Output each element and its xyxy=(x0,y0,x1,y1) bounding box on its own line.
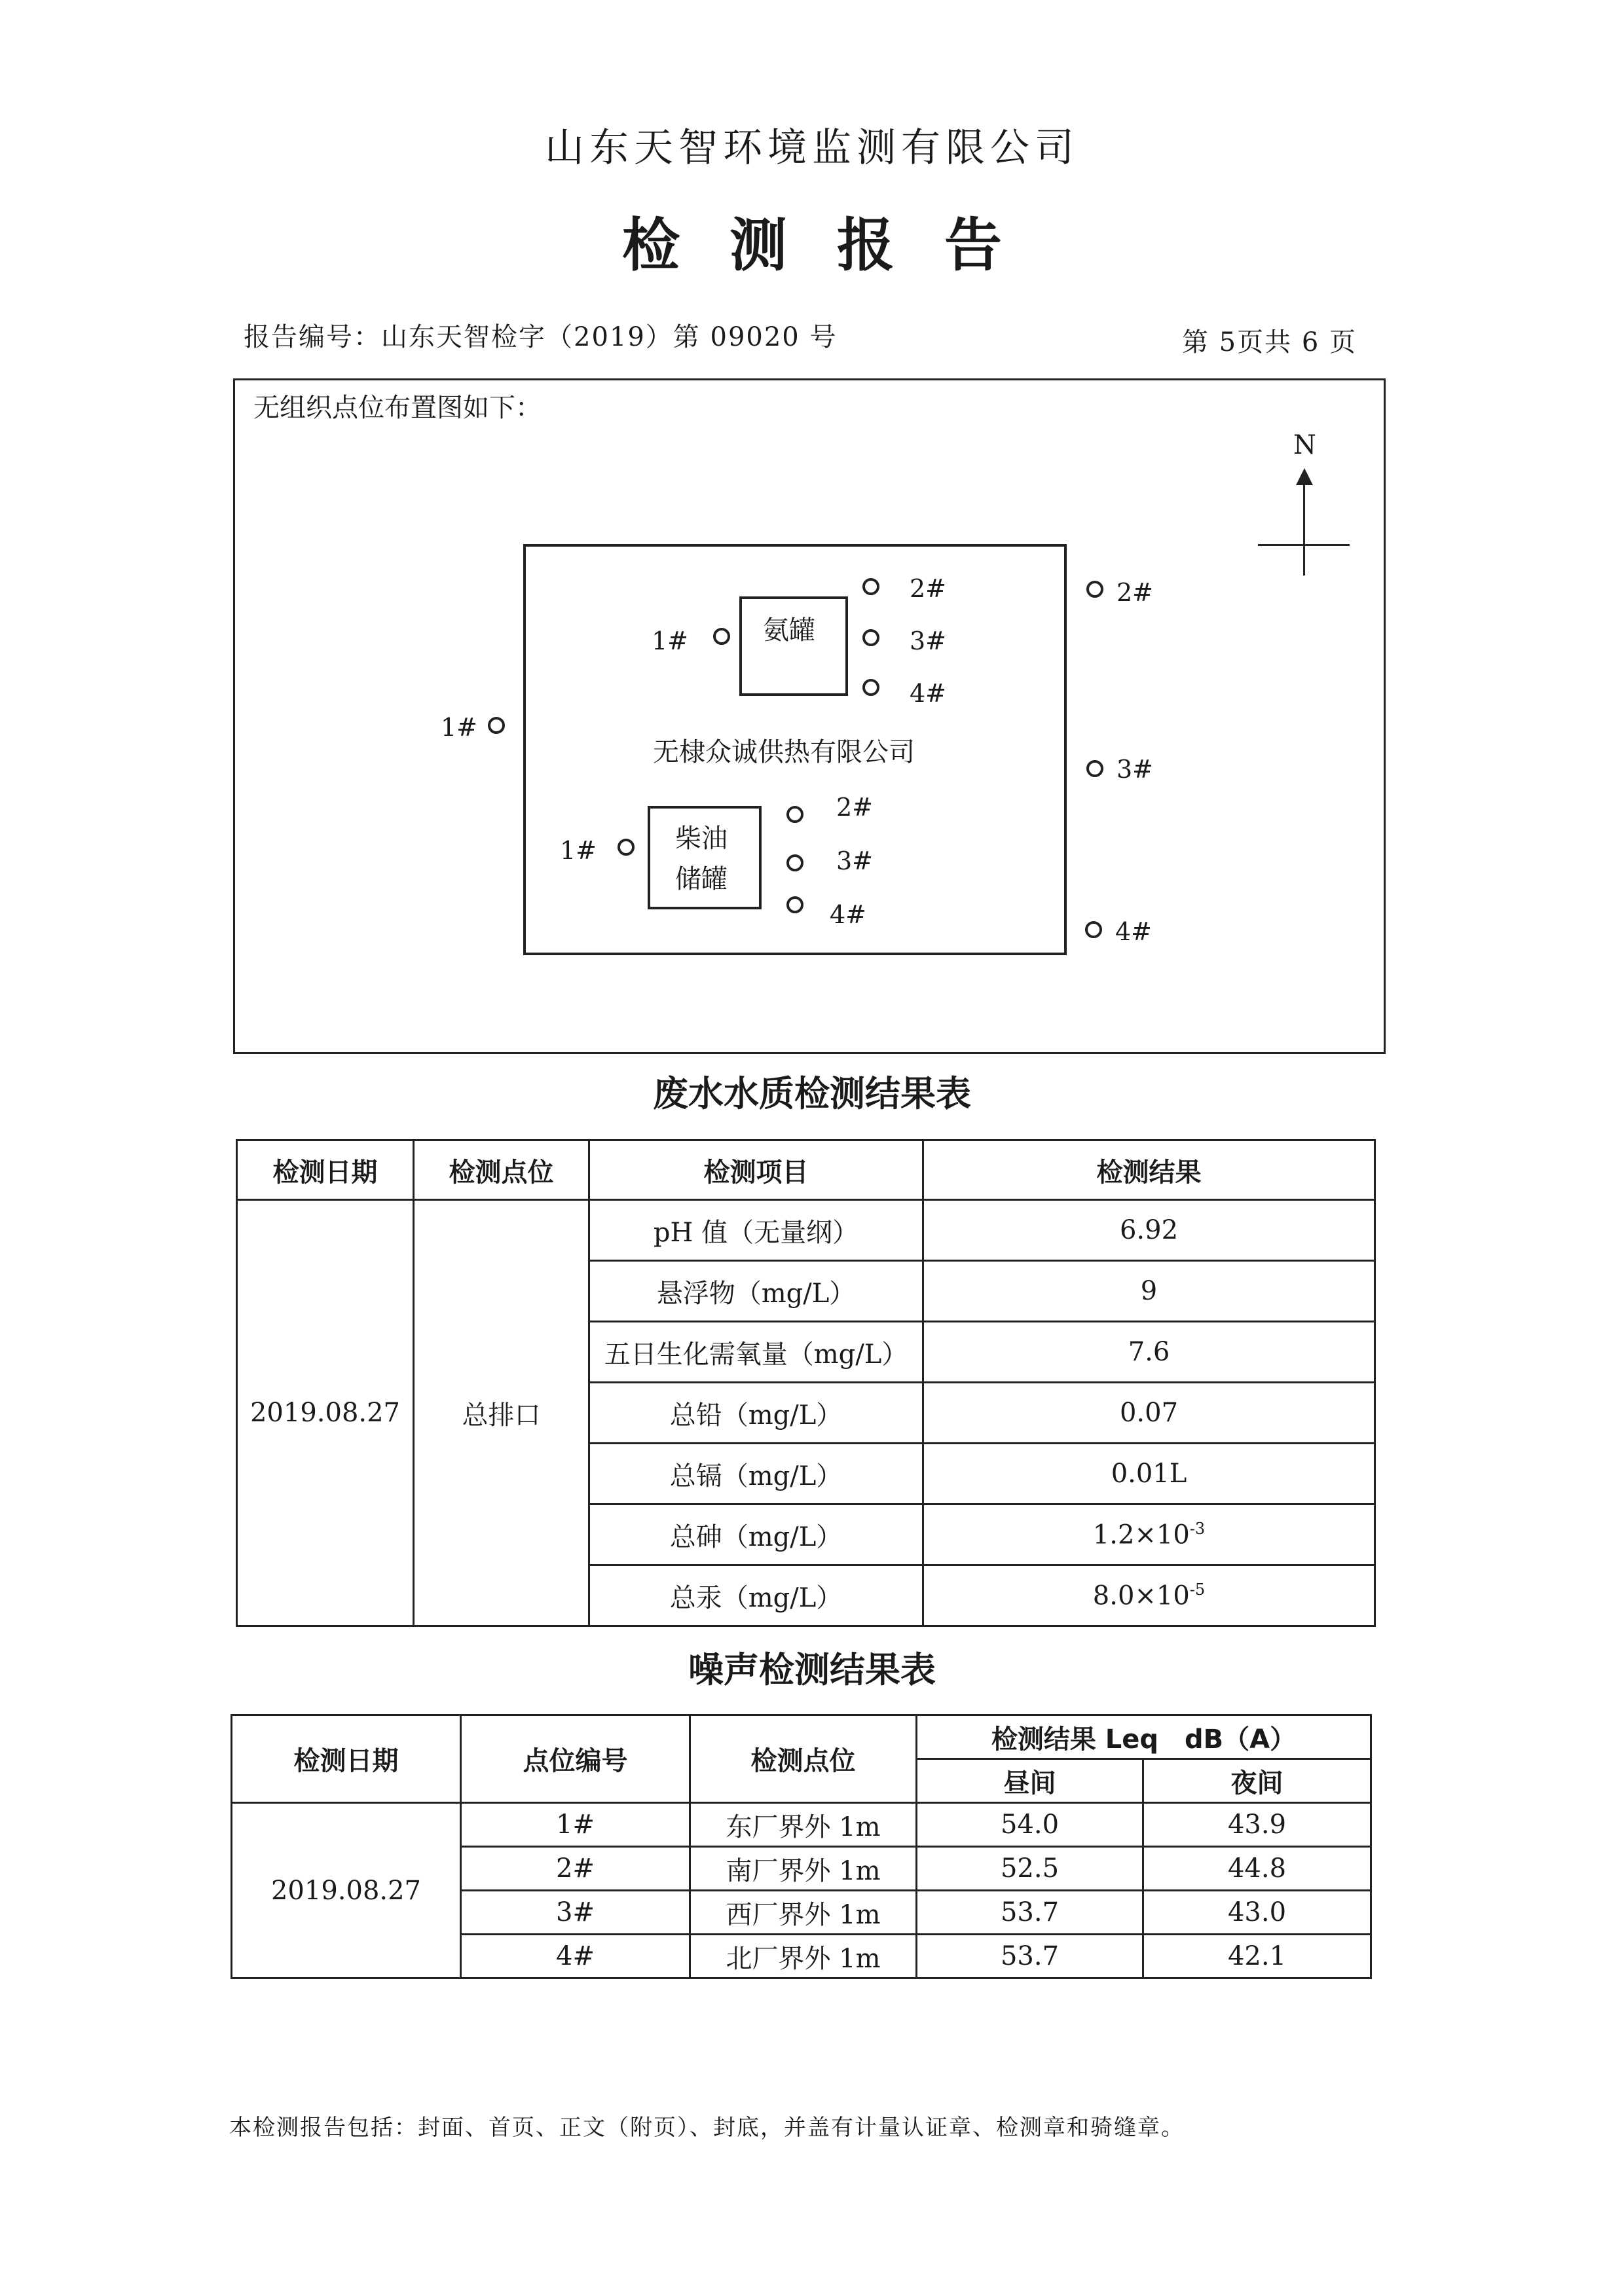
result-cell: 0.01L xyxy=(923,1444,1375,1504)
header-date: 检测日期 xyxy=(232,1715,461,1803)
location-cell: 南厂界外 1m xyxy=(690,1847,917,1891)
boundary-point-2 xyxy=(1086,581,1103,598)
diesel-tank-label-2: 储罐 xyxy=(675,864,728,894)
diesel-tank-label-1: 柴油 xyxy=(675,824,728,854)
day-cell: 52.5 xyxy=(917,1847,1143,1891)
header-location: 检测点位 xyxy=(414,1140,589,1200)
ammonia-point-1-label: 1# xyxy=(652,627,689,655)
location-cell: 西厂界外 1m xyxy=(690,1891,917,1935)
boundary-point-3-label: 3# xyxy=(1116,755,1154,784)
night-cell: 44.8 xyxy=(1143,1847,1371,1891)
ammonia-point-1 xyxy=(713,628,730,645)
boundary-point-3 xyxy=(1086,760,1103,777)
noise-date: 2019.08.27 xyxy=(232,1803,461,1978)
diesel-point-2 xyxy=(786,806,803,823)
compass-ew-line xyxy=(1258,544,1350,546)
header-result: 检测结果 xyxy=(923,1140,1375,1200)
north-label: N xyxy=(1293,430,1316,460)
sampling-layout-diagram xyxy=(233,378,1386,1054)
result-cell: 6.92 xyxy=(923,1200,1375,1261)
ammonia-point-4-label: 4# xyxy=(910,679,947,708)
ammonia-point-4 xyxy=(862,679,879,696)
report-title: 检测报告 xyxy=(621,211,1052,279)
ammonia-tank-label: 氨罐 xyxy=(763,615,815,646)
compass-ns-line xyxy=(1303,479,1305,575)
table-header-row xyxy=(232,1715,1371,1759)
sample-date: 2019.08.27 xyxy=(237,1200,414,1626)
point-no-cell: 4# xyxy=(461,1935,690,1978)
result-cell: 0.07 xyxy=(923,1383,1375,1444)
location-cell: 北厂界外 1m xyxy=(690,1935,917,1978)
page-indicator: 第 5页共 6 页 xyxy=(1181,327,1357,357)
boundary-point-4 xyxy=(1085,921,1102,938)
day-cell: 53.7 xyxy=(917,1891,1143,1935)
header-date: 检测日期 xyxy=(237,1140,414,1200)
boundary-point-1-label: 1# xyxy=(441,713,478,742)
wastewater-results-table xyxy=(236,1139,1376,1627)
location-cell: 东厂界外 1m xyxy=(690,1803,917,1847)
diesel-point-3-label: 3# xyxy=(836,847,874,875)
table-row xyxy=(237,1200,1375,1261)
result-cell: 9 xyxy=(923,1261,1375,1322)
point-no-cell: 3# xyxy=(461,1891,690,1935)
diesel-point-1-label: 1# xyxy=(560,836,597,865)
night-cell: 43.0 xyxy=(1143,1891,1371,1935)
result-cell xyxy=(923,1565,1375,1626)
diesel-point-4-label: 4# xyxy=(830,900,867,929)
boundary-point-2-label: 2# xyxy=(1116,578,1154,607)
day-cell: 54.0 xyxy=(917,1803,1143,1847)
table-header-row xyxy=(237,1140,1375,1200)
point-no-cell: 1# xyxy=(461,1803,690,1847)
item-cell: pH 值（无量纲） xyxy=(589,1200,923,1261)
diesel-point-1 xyxy=(618,839,635,856)
item-cell: 总镉（mg/L） xyxy=(589,1444,923,1504)
noise-results-table xyxy=(231,1714,1372,1979)
ammonia-point-3 xyxy=(862,629,879,646)
sample-location: 总排口 xyxy=(414,1200,589,1626)
item-cell: 五日生化需氧量（mg/L） xyxy=(589,1322,923,1383)
boundary-point-4-label: 4# xyxy=(1115,917,1153,946)
item-cell: 总砷（mg/L） xyxy=(589,1504,923,1565)
layout-caption: 无组织点位布置图如下： xyxy=(253,393,542,423)
diesel-point-4 xyxy=(786,896,803,913)
ammonia-point-2 xyxy=(862,578,879,595)
result-exponent: -5 xyxy=(1189,1580,1206,1599)
factory-name: 无棣众诚供热有限公司 xyxy=(653,737,915,767)
header-point-no: 点位编号 xyxy=(461,1715,690,1803)
boundary-point-1 xyxy=(488,717,505,734)
wastewater-table-title: 废水水质检测结果表 xyxy=(653,1072,971,1114)
header-result: 检测结果 Leq dB（A） xyxy=(917,1715,1371,1759)
ammonia-point-3-label: 3# xyxy=(910,627,947,655)
company-name: 山东天智环境监测有限公司 xyxy=(545,125,1079,171)
north-arrow-icon xyxy=(1296,468,1313,485)
header-location: 检测点位 xyxy=(690,1715,917,1803)
night-cell: 42.1 xyxy=(1143,1935,1371,1978)
ammonia-point-2-label: 2# xyxy=(910,574,947,603)
table-row xyxy=(232,1803,1371,1847)
diesel-point-2-label: 2# xyxy=(836,793,874,822)
item-cell: 悬浮物（mg/L） xyxy=(589,1261,923,1322)
noise-table-title: 噪声检测结果表 xyxy=(688,1649,936,1690)
result-cell: 7.6 xyxy=(923,1322,1375,1383)
night-cell: 43.9 xyxy=(1143,1803,1371,1847)
point-no-cell: 2# xyxy=(461,1847,690,1891)
result-exponent: -3 xyxy=(1189,1519,1206,1538)
header-night: 夜间 xyxy=(1143,1759,1371,1803)
result-base: 1.2×10 xyxy=(1092,1520,1190,1550)
result-cell xyxy=(923,1504,1375,1565)
item-cell: 总铅（mg/L） xyxy=(589,1383,923,1444)
header-day: 昼间 xyxy=(917,1759,1143,1803)
report-footer-note: 本检测报告包括：封面、首页、正文（附页）、封底，并盖有计量认证章、检测章和骑缝章。 xyxy=(229,2115,1185,2141)
diesel-point-3 xyxy=(786,854,803,871)
report-number: 报告编号：山东天智检字（2019）第 09020 号 xyxy=(244,322,838,352)
item-cell: 总汞（mg/L） xyxy=(589,1565,923,1626)
header-item: 检测项目 xyxy=(589,1140,923,1200)
result-base: 8.0×10 xyxy=(1092,1580,1190,1611)
day-cell: 53.7 xyxy=(917,1935,1143,1978)
